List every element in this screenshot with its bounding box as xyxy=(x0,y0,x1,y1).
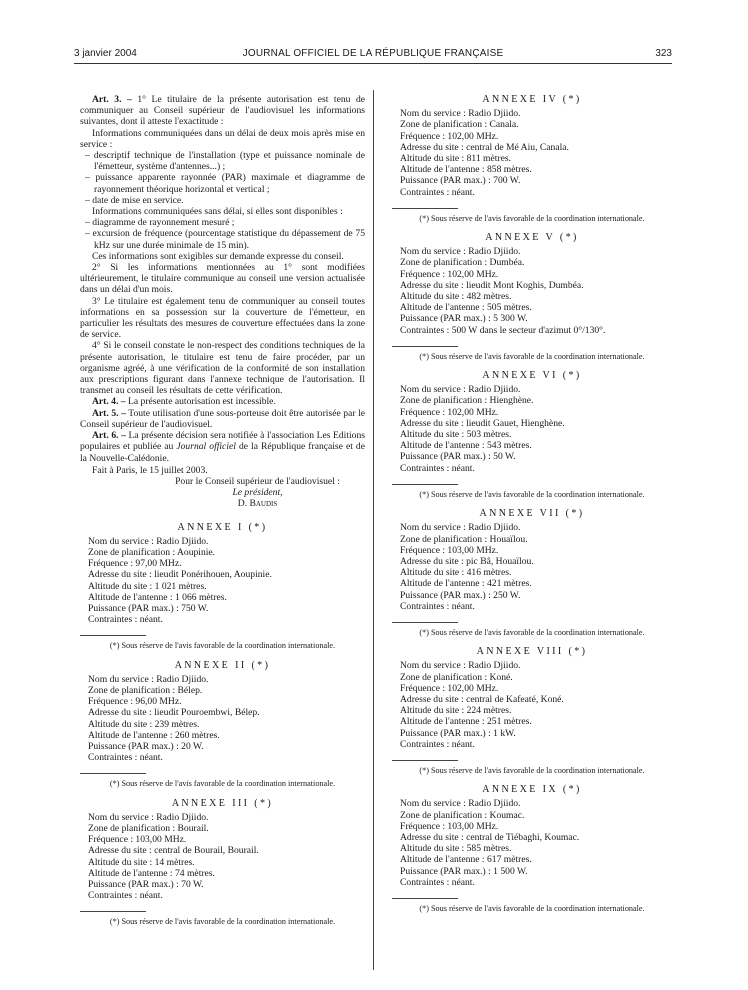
annex-title: ANNEXE IV (*) xyxy=(482,94,582,105)
nodelay-item: – excursion de fréquence (pourcentage statistique du dépassement de 75 kHz sur une durée minimale de 15 min). xyxy=(85,228,365,251)
annex-field: Altitude de l'antenne : 421 mètres. xyxy=(400,578,532,590)
footnote-rule xyxy=(392,760,458,761)
annex-footnote: (*) Sous réserve de l'avis favorable de la coordination internationale. xyxy=(109,779,336,789)
annex-field: Altitude du site : 14 mètres. xyxy=(88,856,195,868)
annex-field: Adresse du site : lieudit Ponérihouen, Aoupinie. xyxy=(88,569,272,581)
signature-role: Le président, xyxy=(232,487,283,499)
annex-field: Nom du service : Radio Djiido. xyxy=(400,108,521,120)
annex-field: Zone de planification : Koné. xyxy=(400,671,513,683)
annex-field: Contraintes : néant. xyxy=(400,876,475,888)
article-4 xyxy=(80,396,365,407)
footnote-rule xyxy=(392,484,458,485)
page-number: 323 xyxy=(655,48,672,59)
annex-footnote: (*) Sous réserve de l'avis favorable de la coordination internationale. xyxy=(419,627,645,637)
annex-title: ANNEXE III (*) xyxy=(171,797,274,809)
annex-field: Zone de planification : Bélep. xyxy=(88,684,203,696)
header-rule xyxy=(74,63,672,64)
annex-field: Contraintes : néant. xyxy=(400,600,475,612)
annex-field: Contraintes : 500 W dans le secteur d'azimut 0°/130°. xyxy=(400,324,606,336)
article-3-para-3: 3° Le titulaire est également tenu de communiquer au conseil toutes informations en sa possession sur la couverture de l'émetteur, en particulier les résultats des mesures de couverture effectuées dans la zone de service. xyxy=(80,295,365,341)
footnote-rule xyxy=(392,898,458,899)
annex-field: Puissance (PAR max.) : 1 kW. xyxy=(400,727,516,739)
annex-field: Adresse du site : lieudit Gauet, Hienghène. xyxy=(400,417,565,429)
annex-field: Zone de planification : Houaïlou. xyxy=(400,533,528,545)
annex-field: Altitude de l'antenne : 543 mètres. xyxy=(400,440,532,452)
delay-item: – puissance apparente rayonnée (PAR) maximale et diagramme de rayonnement théorique horizontal et vertical ; xyxy=(85,172,365,195)
article-3-label: Art. 3. – xyxy=(92,94,132,105)
annex-footnote: (*) Sous réserve de l'avis favorable de la coordination internationale. xyxy=(419,489,645,499)
annex-field: Altitude du site : 585 mètres. xyxy=(400,843,512,855)
left-column xyxy=(80,94,365,930)
annex-field: Adresse du site : central de Kafeaté, Koné. xyxy=(400,693,564,705)
signature-name: D. Baudis xyxy=(237,498,278,510)
delay-item: – descriptif technique de l'installation (type et puissance nominale de l'émetteur, système d'antennes...) ; xyxy=(85,150,365,173)
annex-field: Altitude du site : 482 mètres. xyxy=(400,291,512,303)
column-divider xyxy=(373,90,374,970)
annex-field: Contraintes : néant. xyxy=(400,462,475,474)
annex-field: Nom du service : Radio Djiido. xyxy=(88,811,209,823)
annex-title: ANNEXE II (*) xyxy=(174,659,271,671)
annex-field: Fréquence : 102,00 MHz. xyxy=(400,406,499,418)
annex-title: ANNEXE V (*) xyxy=(485,232,579,244)
annex-field: Fréquence : 102,00 MHz. xyxy=(400,268,499,280)
annex-field: Nom du service : Radio Djiido. xyxy=(400,522,521,534)
annex-field: Adresse du site : lieudit Pouroembwi, Bélep. xyxy=(88,707,260,719)
annex-field: Zone de planification : Dumbéa. xyxy=(400,257,525,269)
article-5-text: Toute utilisation d'une sous-porteuse doit être autorisée par le Conseil supérieur de l'audiovisuel. xyxy=(80,407,365,430)
nodelay-item: – diagramme de rayonnement mesuré ; xyxy=(85,217,235,229)
journal-officiel-italic: Journal officiel xyxy=(176,441,236,453)
annex-field: Nom du service : Radio Djiido. xyxy=(400,798,521,810)
nodelay-heading: Informations communiquées sans délai, si elles sont disponibles : xyxy=(92,206,343,218)
footnote-rule xyxy=(392,346,458,347)
annex-field: Puissance (PAR max.) : 700 W. xyxy=(400,175,521,187)
right-annexes xyxy=(392,94,672,914)
annex-field: Adresse du site : central de Tiébaghi, Koumac. xyxy=(400,831,580,843)
annex-field: Contraintes : néant. xyxy=(88,752,163,764)
place-date: Fait à Paris, le 15 juillet 2003. xyxy=(92,464,208,476)
annex-field: Adresse du site : lieudit Mont Koghis, Dumbéa. xyxy=(400,279,584,291)
annex-field: Altitude du site : 1 021 mètres. xyxy=(88,580,207,592)
annex-field: Altitude de l'antenne : 858 mètres. xyxy=(400,164,532,176)
annex-field: Puissance (PAR max.) : 20 W. xyxy=(88,740,204,752)
annex-field: Altitude du site : 811 mètres. xyxy=(400,153,512,165)
annex-footnote: (*) Sous réserve de l'avis favorable de la coordination internationale. xyxy=(419,213,645,223)
annex-field: Puissance (PAR max.) : 70 W. xyxy=(88,879,204,890)
issue-date: 3 janvier 2004 xyxy=(74,48,137,59)
annex-footnote: (*) Sous réserve de l'avis favorable de la coordination internationale. xyxy=(419,765,645,775)
article-4-text: La présente autorisation est incessible. xyxy=(127,396,276,408)
annex-field: Puissance (PAR max.) : 750 W. xyxy=(88,602,209,614)
delay-item: – date de mise en service. xyxy=(85,194,184,206)
annex-title: ANNEXE VII (*) xyxy=(479,508,585,520)
article-5-label: Art. 5. – xyxy=(92,407,126,419)
annex-field: Contraintes : néant. xyxy=(88,614,163,626)
annex-field: Altitude de l'antenne : 505 mètres. xyxy=(400,302,532,314)
annex-field: Nom du service : Radio Djiido. xyxy=(400,384,521,396)
annex-footnote: (*) Sous réserve de l'avis favorable de la coordination internationale. xyxy=(419,903,645,913)
annex-field: Contraintes : néant. xyxy=(400,186,475,198)
page-header xyxy=(74,48,672,62)
annex-field: Nom du service : Radio Djiido. xyxy=(400,246,521,258)
annex-field: Fréquence : 103,00 MHz. xyxy=(400,544,499,556)
annex-footnote: (*) Sous réserve de l'avis favorable de la coordination internationale. xyxy=(109,641,336,651)
annex-field: Fréquence : 103,00 MHz. xyxy=(88,834,187,846)
footnote-rule xyxy=(80,635,146,636)
annex-field: Altitude du site : 416 mètres. xyxy=(400,567,512,579)
annex-field: Nom du service : Radio Djiido. xyxy=(88,673,209,685)
annex-field: Nom du service : Radio Djiido. xyxy=(88,535,209,547)
journal-title: JOURNAL OFFICIEL DE LA RÉPUBLIQUE FRANÇAISE xyxy=(242,48,504,59)
annex-field: Contraintes : néant. xyxy=(400,738,475,750)
article-6-text: La présente décision sera notifiée à l'association Les Editions populaires et publiée au xyxy=(80,430,365,453)
footnote-rule xyxy=(392,622,458,623)
annex-field: Zone de planification : Hienghène. xyxy=(400,395,534,407)
annex-title: ANNEXE I (*) xyxy=(177,521,268,533)
annex-field: Puissance (PAR max.) : 1 500 W. xyxy=(400,865,528,877)
annex-field: Puissance (PAR max.) : 5 300 W. xyxy=(400,313,528,325)
annex-field: Fréquence : 102,00 MHz. xyxy=(400,682,499,694)
annex-field: Zone de planification : Canala. xyxy=(400,119,519,131)
article-3-intro xyxy=(80,94,365,128)
article-3-para-4: 4° Si le conseil constate le non-respect des conditions techniques de la présente autorisation, le titulaire est tenu de faire procéder, par un organisme agréé, à une vérification de la conformité de son installation aux prescriptions figurant dans l'annexe technique de l'autorisation. Il transmet au conseil les résultats de cette vérification. xyxy=(80,340,365,397)
annex-field: Adresse du site : central de Bourail, Bourail. xyxy=(88,845,259,857)
annex-field: Altitude de l'antenne : 260 mètres. xyxy=(88,729,220,741)
article-6-label: Art. 6. – xyxy=(92,430,126,442)
annex-field: Fréquence : 97,00 MHz. xyxy=(88,558,182,570)
annex-field: Puissance (PAR max.) : 50 W. xyxy=(400,451,516,463)
annex-title: ANNEXE IX (*) xyxy=(482,784,582,796)
footnote-rule xyxy=(392,208,458,209)
article-6-text-end: de la République française et de la Nouvelle-Calédonie. xyxy=(80,441,365,464)
annex-field: Altitude du site : 239 mètres. xyxy=(88,718,200,730)
annex-field: Contraintes : néant. xyxy=(88,890,163,902)
annex-footnote: (*) Sous réserve de l'avis favorable de la coordination internationale. xyxy=(419,351,645,361)
annex-field: Zone de planification : Bourail. xyxy=(88,822,209,834)
signature-for: Pour le Conseil supérieur de l'audiovisuel : xyxy=(175,475,340,487)
annex-field: Zone de planification : Aoupinie. xyxy=(88,546,216,558)
left-annexes xyxy=(80,522,365,928)
annex-field: Fréquence : 96,00 MHz. xyxy=(88,696,182,708)
annex-field: Altitude du site : 503 mètres. xyxy=(400,429,512,441)
article-3-para-2: 2° Si les informations mentionnées au 1° sont modifiées ultérieurement, le titulaire communique au conseil une version actualisée dans un délai d'un mois. xyxy=(80,262,365,296)
footnote-rule xyxy=(80,911,146,912)
article-5 xyxy=(80,408,365,430)
annex-footnote: (*) Sous réserve de l'avis favorable de la coordination internationale. xyxy=(109,917,336,927)
request-line: Ces informations sont exigibles sur demande expresse du conseil. xyxy=(92,250,344,262)
annex-field: Fréquence : 102,00 MHz. xyxy=(400,130,499,142)
annex-field: Nom du service : Radio Djiido. xyxy=(400,660,521,672)
footnote-rule xyxy=(80,773,146,774)
article-4-label: Art. 4. – xyxy=(92,396,126,408)
annex-field: Altitude de l'antenne : 251 mètres. xyxy=(400,716,532,728)
annex-title: ANNEXE VI (*) xyxy=(482,370,582,382)
annex-field: Fréquence : 103,00 MHz. xyxy=(400,820,499,832)
annex-field: Altitude de l'antenne : 74 mètres. xyxy=(88,867,215,879)
article-3-text: 1° Le titulaire de la présente autorisation est tenu de communiquer au Conseil supérieur de l'audiovisuel les informations suivantes, dont il atteste l'exactitude : xyxy=(80,94,365,128)
annex-field: Adresse du site : central de Mé Aiu, Canala. xyxy=(400,141,569,153)
right-column xyxy=(392,94,672,916)
annex-field: Adresse du site : pic Bâ, Houaïlou. xyxy=(400,555,534,567)
annex-field: Zone de planification : Koumac. xyxy=(400,809,525,821)
annex-field: Altitude de l'antenne : 617 mètres. xyxy=(400,854,532,866)
annex-field: Altitude de l'antenne : 1 066 mètres. xyxy=(88,591,227,603)
annex-field: Altitude du site : 224 mètres. xyxy=(400,705,512,717)
delay-heading: Informations communiquées dans un délai de deux mois après mise en service : xyxy=(80,127,365,150)
article-6 xyxy=(80,430,365,464)
annex-field: Puissance (PAR max.) : 250 W. xyxy=(400,589,521,601)
annex-title: ANNEXE VIII (*) xyxy=(476,646,588,658)
